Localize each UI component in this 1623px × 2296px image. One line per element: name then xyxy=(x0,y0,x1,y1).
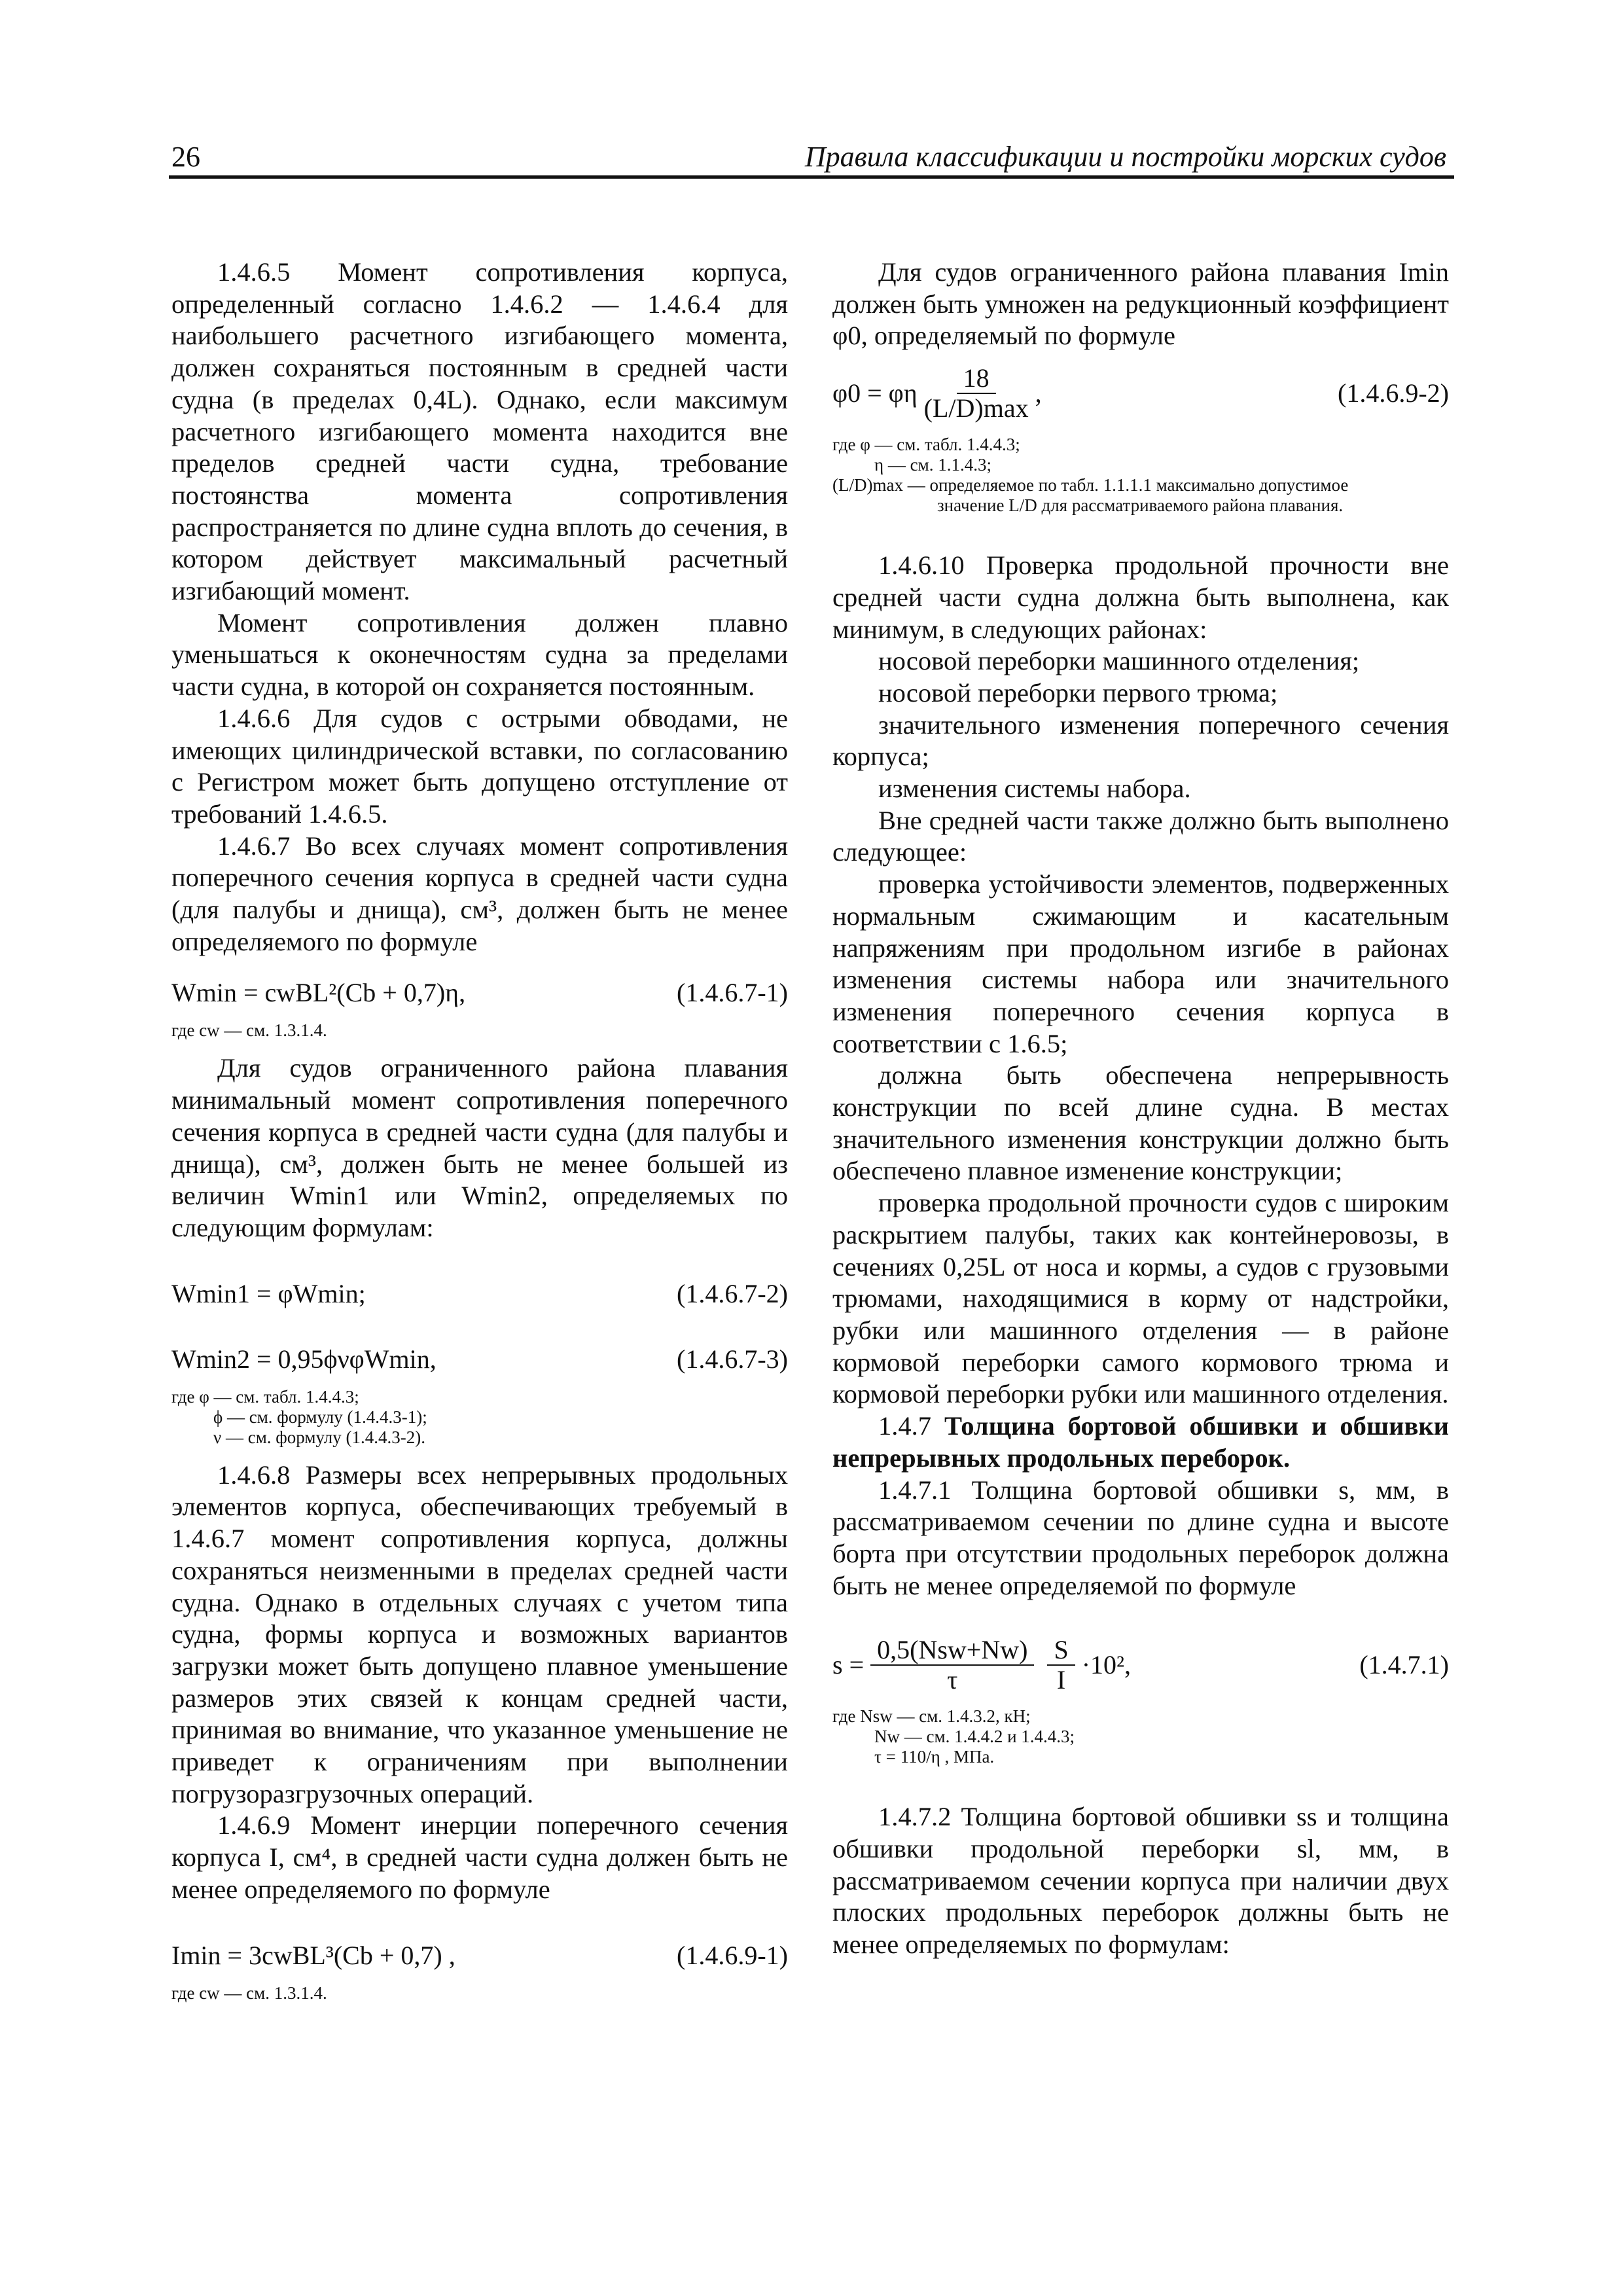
formula-note: где φ — см. табл. 1.4.4.3; xyxy=(171,1386,359,1407)
formula-expression xyxy=(832,364,1042,423)
fraction-numerator: 0,5(Nsw+Nw) xyxy=(870,1636,1034,1666)
section-heading-1-4-7 xyxy=(832,1410,1449,1474)
formula-number: (1.4.7.1) xyxy=(1359,1650,1449,1680)
list-item: проверка продольной прочности судов с широким раскрытием палубы, таких как контейнеровозы, в сечениях 0,25L от носа и кормы, а судов с грузовыми трюмами, находящимися в корму от надстройки, рубки или машинного отделения — в районе кормовой переборки самого кормового трюма и кормовой переборки рубки или машинного отделения. xyxy=(832,1188,1449,1409)
formula-expression xyxy=(832,1636,1131,1695)
fraction-denominator: (L/D)max xyxy=(923,393,1029,423)
para-limited-area: Для судов ограниченного района плавания минимальный момент сопротивления поперечного сечения корпуса в средней части судна (для палубы и днища), см³, должен быть не менее большей из величин Wmin1 или Wmin2, определяемых по следующим формулам: xyxy=(171,1053,788,1242)
formula-lhs: φ0 = φη xyxy=(832,378,918,408)
list-item: должна быть обеспечена непрерывность конструкции по всей длине судна. В местах значительного изменения конструкции должно быть обеспечено плавное изменение конструкции; xyxy=(832,1060,1449,1186)
section-title: Толщина бортовой обшивки и обшивки непрерывных продольных переборок. xyxy=(832,1411,1450,1473)
fraction xyxy=(1047,1636,1075,1695)
list-item: значительного изменения поперечного сечения корпуса; xyxy=(832,709,1449,772)
fraction-numerator: S xyxy=(1047,1636,1075,1666)
section-number: 1.4.7 xyxy=(878,1411,931,1441)
formula-note xyxy=(832,455,1449,475)
para-outside-mid: Вне средней части также должно быть выполнено следующее: xyxy=(832,805,1449,867)
list-item: проверка устойчивости элементов, подверженных нормальным сжимающим и касательным напряжениям при продольном изгибе в районах изменения системы набора или значительного изменения поперечного сечения корпуса в соответствии с 1.6.5; xyxy=(832,869,1449,1058)
formula-number: (1.4.6.7-1) xyxy=(677,978,788,1008)
formula-expression: Wmin2 = 0,95ϕνφWmin, xyxy=(171,1344,437,1374)
page-number: 26 xyxy=(171,141,200,173)
para-1-4-7-1: 1.4.7.1 Толщина бортовой обшивки s, мм, в рассматриваемом сечении по длине судна и высоте борта при отсутствии продольных переборок должна быть не менее определяемой по формуле xyxy=(832,1475,1449,1600)
formula-note-text: ϕ — см. формулу (1.4.4.3-1); xyxy=(213,1407,427,1427)
running-title: Правила классификации и постройки морских судов xyxy=(804,141,1446,173)
formula-1-4-6-7-2 xyxy=(171,1278,788,1310)
para-1-4-6-8: 1.4.6.8 Размеры всех непрерывных продольных элементов корпуса, обеспечивающих требуемый в 1.4.6.7 момент сопротивления корпуса, должны сохраняться неизменными в пределах средней части судна. Однако в отдельных случаях с учетом типа судна, формы корпуса и возможных вариантов загрузки может быть допущено плавное уменьшение размеров этих связей к концам средней части, принимая во внимание, что указанное уменьшение не приведет к ограничениям при выполнении погрузоразгрузочных операций. xyxy=(171,1460,788,1808)
para-1-4-7-2: 1.4.7.2 Толщина бортовой обшивки ss и толщина обшивки продольной переборки sl, мм, в рассматриваемом сечении корпуса при наличии двух плоских продольных переборок должны быть не менее определяемых по формулам: xyxy=(832,1802,1449,1960)
left-column xyxy=(171,257,788,2003)
fraction-numerator: 18 xyxy=(957,364,996,394)
formula-note-text: η — см. 1.1.4.3; xyxy=(874,455,991,475)
formula-expression: Imin = 3cwBL³(Cb + 0,7) , xyxy=(171,1940,455,1970)
formula-note-text: Nw — см. 1.4.4.2 и 1.4.4.3; xyxy=(874,1727,1075,1747)
para-moment-reduce: Момент сопротивления должен плавно уменьшаться к оконечностям судна за пределами части судна, в которой он сохраняется постоянным. xyxy=(171,607,788,702)
formula-tail: , xyxy=(1035,378,1042,408)
formula-note: где φ — см. табл. 1.4.4.3; xyxy=(832,435,1020,455)
formula-1-4-7-1 xyxy=(832,1636,1449,1695)
formula-note xyxy=(832,495,1449,516)
header-rule xyxy=(169,175,1454,179)
formula-note: где cw — см. 1.3.1.4. xyxy=(171,1982,327,2003)
list-item: носовой переборки машинного отделения; xyxy=(878,646,1360,676)
para-1-4-6-7: 1.4.6.7 Во всех случаях момент сопротивления поперечного сечения корпуса в средней части судна (для палубы и днища), см³, должен быть не менее определяемого по формуле xyxy=(171,831,788,956)
formula-note: где Nsw — см. 1.4.3.2, кН; xyxy=(832,1706,1031,1727)
formula-tail: ·10², xyxy=(1081,1650,1131,1680)
formula-number: (1.4.6.9-2) xyxy=(1338,378,1449,408)
formula-1-4-6-9-1 xyxy=(171,1940,788,1971)
formula-note xyxy=(171,1407,788,1427)
formula-number: (1.4.6.7-3) xyxy=(677,1344,788,1374)
para-reduction-coef: Для судов ограниченного района плавания Imin должен быть умножен на редукционный коэффициент φ0, определяемый по формуле xyxy=(832,257,1449,351)
formula-note: (L/D)max — определяемое по табл. 1.1.1.1 максимально допустимое xyxy=(832,475,1349,495)
formula-number: (1.4.6.7-2) xyxy=(677,1278,788,1308)
formula-1-4-6-9-2 xyxy=(832,364,1449,423)
formula-note: где cw — см. 1.3.1.4. xyxy=(171,1020,327,1041)
formula-note-text: ν — см. формулу (1.4.4.3-2). xyxy=(213,1427,425,1447)
list-item: изменения системы набора. xyxy=(878,774,1191,804)
list-item: носовой переборки первого трюма; xyxy=(878,677,1278,708)
fraction-denominator: τ xyxy=(947,1665,958,1695)
para-1-4-6-10: 1.4.6.10 Проверка продольной прочности вне средней части судна должна быть выполнена, как минимум, в следующих районах: xyxy=(832,550,1449,644)
para-1-4-6-5: 1.4.6.5 Момент сопротивления корпуса, определенный согласно 1.4.6.2 — 1.4.6.4 для наибольшего расчетного изгибающего момента, должен сохраняться постоянным в средней части судна (в пределах 0,4L). Однако, если максимум расчетного изгибающего момента находится вне пределов средней части судна, требование постоянства момента сопротивления распространяется по длине судна вплоть до сечения, в котором действует максимальный расчетный изгибающий момент. xyxy=(171,257,788,606)
formula-note xyxy=(171,1427,788,1448)
formula-1-4-6-7-1 xyxy=(171,977,788,1009)
formula-expression: Wmin = cwBL²(Cb + 0,7)η, xyxy=(171,978,466,1008)
formula-lhs: s = xyxy=(832,1650,865,1680)
formula-note xyxy=(832,1747,1449,1767)
formula-note-text: τ = 110/η , МПа. xyxy=(874,1747,995,1767)
formula-1-4-6-7-3 xyxy=(171,1344,788,1375)
formula-expression: Wmin1 = φWmin; xyxy=(171,1278,366,1308)
right-column xyxy=(832,257,1449,1961)
para-1-4-6-6: 1.4.6.6 Для судов с острыми обводами, не имеющих цилиндрической вставки, по согласованию с Регистром может быть допущено отступление от требований 1.4.6.5. xyxy=(171,703,788,829)
formula-note xyxy=(832,1727,1449,1747)
fraction xyxy=(924,364,1029,423)
fraction xyxy=(870,1636,1034,1695)
formula-number: (1.4.6.9-1) xyxy=(677,1940,788,1970)
formula-note-text: значение L/D для рассматриваемого района плавания. xyxy=(937,495,1344,516)
para-1-4-6-9: 1.4.6.9 Момент инерции поперечного сечения корпуса I, см⁴, в средней части судна должен быть не менее определяемого по формуле xyxy=(171,1810,788,1904)
fraction-denominator: I xyxy=(1056,1665,1066,1695)
